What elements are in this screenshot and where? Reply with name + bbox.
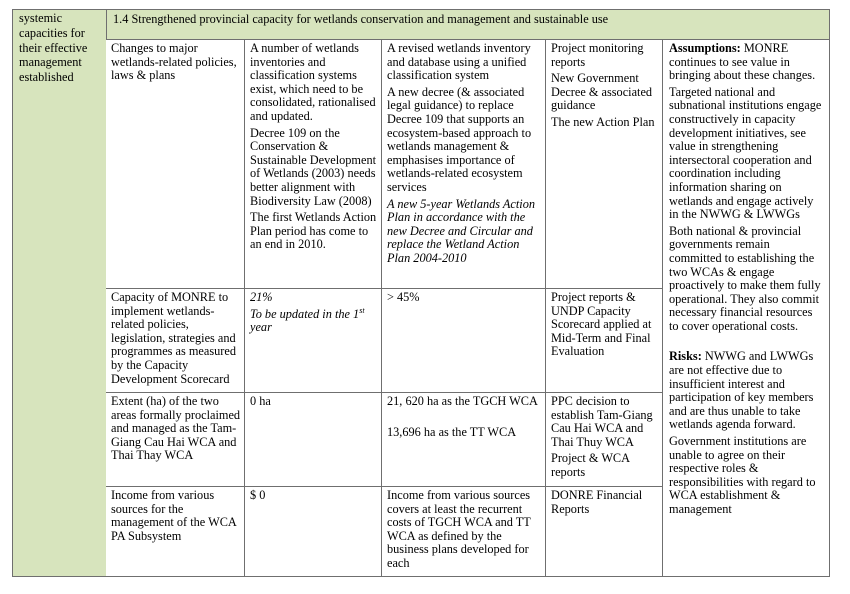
output-header: 1.4 Strengthened provincial capacity for wetlands conservation and management and sustainable use xyxy=(113,12,609,26)
table-row-2-baseline: 21% To be updated in the 1st year xyxy=(245,289,382,393)
table-row-3-verification: PPC decision to establish Tam-Giang Cau Hai WCA and Thai Thuy WCA Project & WCA reports xyxy=(546,393,662,487)
output-header-row xyxy=(106,9,830,40)
table-row-3-baseline: 0 ha xyxy=(245,393,382,487)
table-row-4-target: Income from various sources covers at least the recurrent costs of TGCH WCA and TT WCA as defined by the business plans developed for each xyxy=(382,487,546,576)
table-row-1-target: A revised wetlands inventory and database using a unified classification system A new decree (& associated legal guidance) to replace Decree 109 that supports an ecosystem-based approach to wetlands management & emphasises importance of wetlands-related ecosystem services A new 5-year Wetlands Action Plan in accordance with the new Decree and Circular and replace the Wetland Action Plan 2004-2010 xyxy=(382,40,546,289)
table-row-4-baseline: $ 0 xyxy=(245,487,382,576)
table-row-1-baseline: A number of wetlands inventories and classification systems exist, which need to be consolidated, rationalised and updated. Decree 109 on the Conservation & Sustainable Development of Wetlands (2003) needs better alignment with Biodiversity Law (2008) The first Wetlands Action Plan period has come to an end in 2010. xyxy=(245,40,382,289)
table-row-2-verification: Project reports & UNDP Capacity Scorecard applied at Mid-Term and Final Evaluation xyxy=(546,289,662,393)
risk-item: Government institutions are unable to agree on their respective roles & responsibilities with regard to WCA establishment & management xyxy=(669,434,816,516)
table-row-3-target: 21, 620 ha as the TGCH WCA 13,696 ha as the TT WCA xyxy=(382,393,546,487)
assumption-item: Both national & provincial governments remain committed to establishing the two WCAs & engage proactively to make them fully operational. They also commit necessary financial resources to cover operational costs. xyxy=(669,223,821,333)
table-row-2-indicator: Capacity of MONRE to implement wetlands-related policies, legislation, strategies and programmes as measured by the Capacity Development Scorecard xyxy=(106,289,245,393)
indicator-grid xyxy=(106,40,662,576)
assumption-item: Targeted national and subnational institutions engage constructively in capacity development initiatives, see value in strengthening intersectoral cooperation and coordination including information sharing on wetlands and engage actively in the NWWG & LWWGs xyxy=(669,84,822,222)
risks-paragraph: Risks: NWWG and LWWGs are not effective due to insufficient interest and participation of key members and are thus unable to take wetlands agenda forward. xyxy=(669,349,814,432)
table-row-1-verification: Project monitoring reports New Government Decree & associated guidance The new Action Plan xyxy=(546,40,662,289)
outcome-label: systemic capacities for their effective management established xyxy=(19,11,88,85)
assumptions-paragraph: Assumptions: MONRE continues to see value in bringing about these changes. xyxy=(669,41,816,83)
table-row-1-indicator: Changes to major wetlands-related policies, laws & plans xyxy=(106,40,245,289)
table-row-4-verification: DONRE Financial Reports xyxy=(551,488,643,516)
outcome-column xyxy=(12,9,106,577)
table-row-2-target: > 45% xyxy=(382,289,546,393)
table-row-4-indicator: Income from various sources for the management of the WCA PA Subsystem xyxy=(106,487,245,576)
table-row-3-indicator: Extent (ha) of the two areas formally proclaimed and managed as the Tam-Giang Cau Hai WCA and Thai Thay WCA xyxy=(106,393,245,487)
assumptions-risks-column xyxy=(662,40,829,576)
